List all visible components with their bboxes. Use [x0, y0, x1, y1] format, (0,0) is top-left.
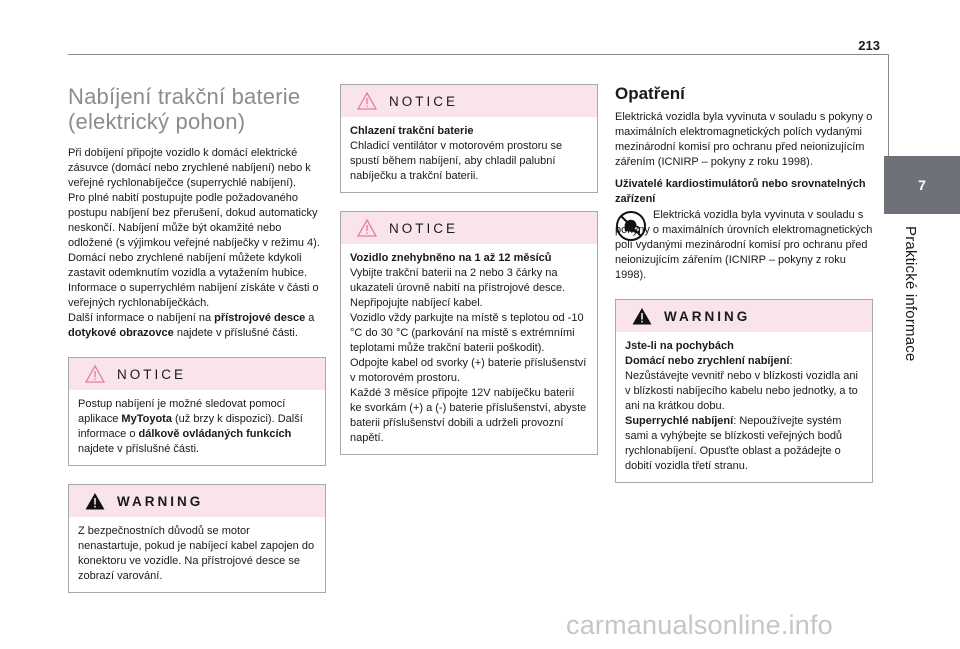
column-middle — [340, 84, 598, 473]
notice-heading: Vozidlo znehybněno na 1 až 12 měsíců — [350, 252, 552, 264]
notice-text: Každé 3 měsíce připojte 12V nabíječku baterií ke svorkám (+) a (-) baterie příslušenství, abyste baterii příslušenství dobili a udrželi provozní napětí. — [350, 387, 587, 444]
notice-text: Chladicí ventilátor v motorovém prostoru se spustí během nabíjení, aby chladil palubní nabíječku a trakční baterii. — [350, 140, 563, 182]
warning-triangle-icon — [85, 492, 105, 510]
precautions-title: Opatření — [615, 84, 685, 103]
notice-text: Nepřipojujte nabíjecí kabel. — [350, 297, 483, 309]
body-paragraph: Při dobíjení připojte vozidlo k domácí elektrické zásuvce (domácí nebo zrychlené nabíjení) nebo k veřejné rychlonabíječce (superrychlé nabíjení). — [68, 147, 311, 189]
notice-box-cooling — [340, 84, 598, 193]
notice-box-storage — [340, 211, 598, 455]
body-paragraph: Pro plné nabití postupujte podle požadovaného postupu nabíjení bez přerušení, dokud automaticky neskončí. Nabíjení může být okamžité nebo odložené (s výjimkou veřejné nabíječky v režimu 4). — [68, 192, 320, 249]
section-title — [68, 84, 326, 134]
link-text-remote: dálkově ovládaných funkcích — [138, 428, 292, 440]
warning-heading: Jste-li na pochybách — [625, 340, 734, 352]
pacemaker-text: Elektrická vozidla byla vyvinuta v souladu s pokyny o maximálních úrovních elektromagnetických polí vydanými mezinárodní komisí pro ochranu před neionizujícím zářením (ICNIRP – pokyny z roku 1998). — [615, 209, 873, 281]
link-text-dashboard: přístrojové desce — [214, 312, 306, 324]
warning-header — [69, 485, 325, 517]
notice-text: Odpojte kabel od svorky (+) baterie příslušenství v motorovém prostoru. — [350, 357, 587, 384]
notice-label: NOTICE — [389, 220, 459, 236]
section-title-line2: (elektrický pohon) — [68, 109, 246, 134]
warning-text: Nezůstávejte vevnitř nebo v blízkosti vozidla ani v blízkosti nabíjecího kabelu nebo jednotky, a to ani na krátkou dobu. — [625, 370, 858, 412]
watermark: carmanualsonline.info — [566, 610, 833, 640]
warning-header — [616, 300, 872, 332]
notice-box — [68, 357, 326, 466]
notice-label: NOTICE — [389, 93, 459, 109]
header-rule — [68, 54, 888, 55]
app-name: MyToyota — [121, 413, 172, 425]
warning-subheading: Domácí nebo zrychlení nabíjení: — [625, 355, 793, 367]
warning-text: Superrychlé nabíjení: Nepoužívejte systém sami a vyhýbejte se blízkosti veřejných bodů rychlonabíjení. Opusťte oblast a požádejte o dobití vozidla třetí stranu. — [625, 415, 843, 472]
chapter-title: Praktické informace — [902, 226, 919, 362]
notice-heading: Chlazení trakční baterie — [350, 125, 474, 137]
notice-header — [69, 358, 325, 390]
pacemaker-heading: Uživatelé kardiostimulátorů nebo srovnatelných zařízení — [615, 178, 866, 205]
warning-triangle-icon — [632, 307, 652, 325]
notice-header — [341, 212, 597, 244]
warning-text: Z bezpečnostních důvodů se motor nenastartuje, pokud je nabíjecí kabel zapojen do konektoru ve vozidle. Na přístrojové desce se zobrazí varování. — [78, 525, 315, 582]
body-paragraph: Další informace o nabíjení na přístrojové desce a dotykové obrazovce najdete v příslušné části. — [68, 312, 315, 339]
warning-label: WARNING — [117, 493, 204, 509]
notice-text: Vybijte trakční baterii na 2 nebo 3 čárky na ukazateli úrovně nabití na přístrojové desce. — [350, 267, 566, 294]
section-title-line1: Nabíjení trakční baterie — [68, 84, 301, 109]
column-left — [68, 84, 326, 611]
notice-triangle-icon — [85, 365, 105, 383]
column-right — [615, 84, 873, 501]
warning-box — [68, 484, 326, 593]
link-text-touchscreen: dotykové obrazovce — [68, 327, 174, 339]
precautions-intro: Elektrická vozidla byla vyvinuta v souladu s pokyny o maximálních elektromagnetických polích vydanými mezinárodní komisí pro ochranu před neionizujícím zářením (ICNIRP – pokyny z roku 1998). — [615, 111, 873, 168]
body-paragraph: Domácí nebo zrychlené nabíjení můžete kdykoli zastavit odemknutím vozidla a vytažením hubice. — [68, 252, 308, 279]
page-number: 213 — [858, 38, 880, 53]
warning-box-charging — [615, 299, 873, 483]
notice-triangle-icon — [357, 219, 377, 237]
warning-subheading: Superrychlé nabíjení — [625, 415, 734, 427]
notice-text: Vozidlo vždy parkujte na místě s teplotou od -10 °C do 30 °C (parkování na místě s extrémními teplotami může trakční baterii poškodit). — [350, 312, 584, 354]
notice-header — [341, 85, 597, 117]
body-paragraph: Informace o superrychlém nabíjení získáte v části o veřejných rychlonabíječkách. — [68, 282, 319, 309]
notice-triangle-icon — [357, 92, 377, 110]
notice-text: Postup nabíjení je možné sledovat pomocí aplikace MyToyota (už brzy k dispozici). Další informace o dálkově ovládaných funkcích najdete v příslušné části. — [78, 398, 303, 455]
chapter-tab[interactable]: 7 — [884, 156, 960, 214]
notice-label: NOTICE — [117, 366, 187, 382]
warning-label: WARNING — [664, 308, 751, 324]
